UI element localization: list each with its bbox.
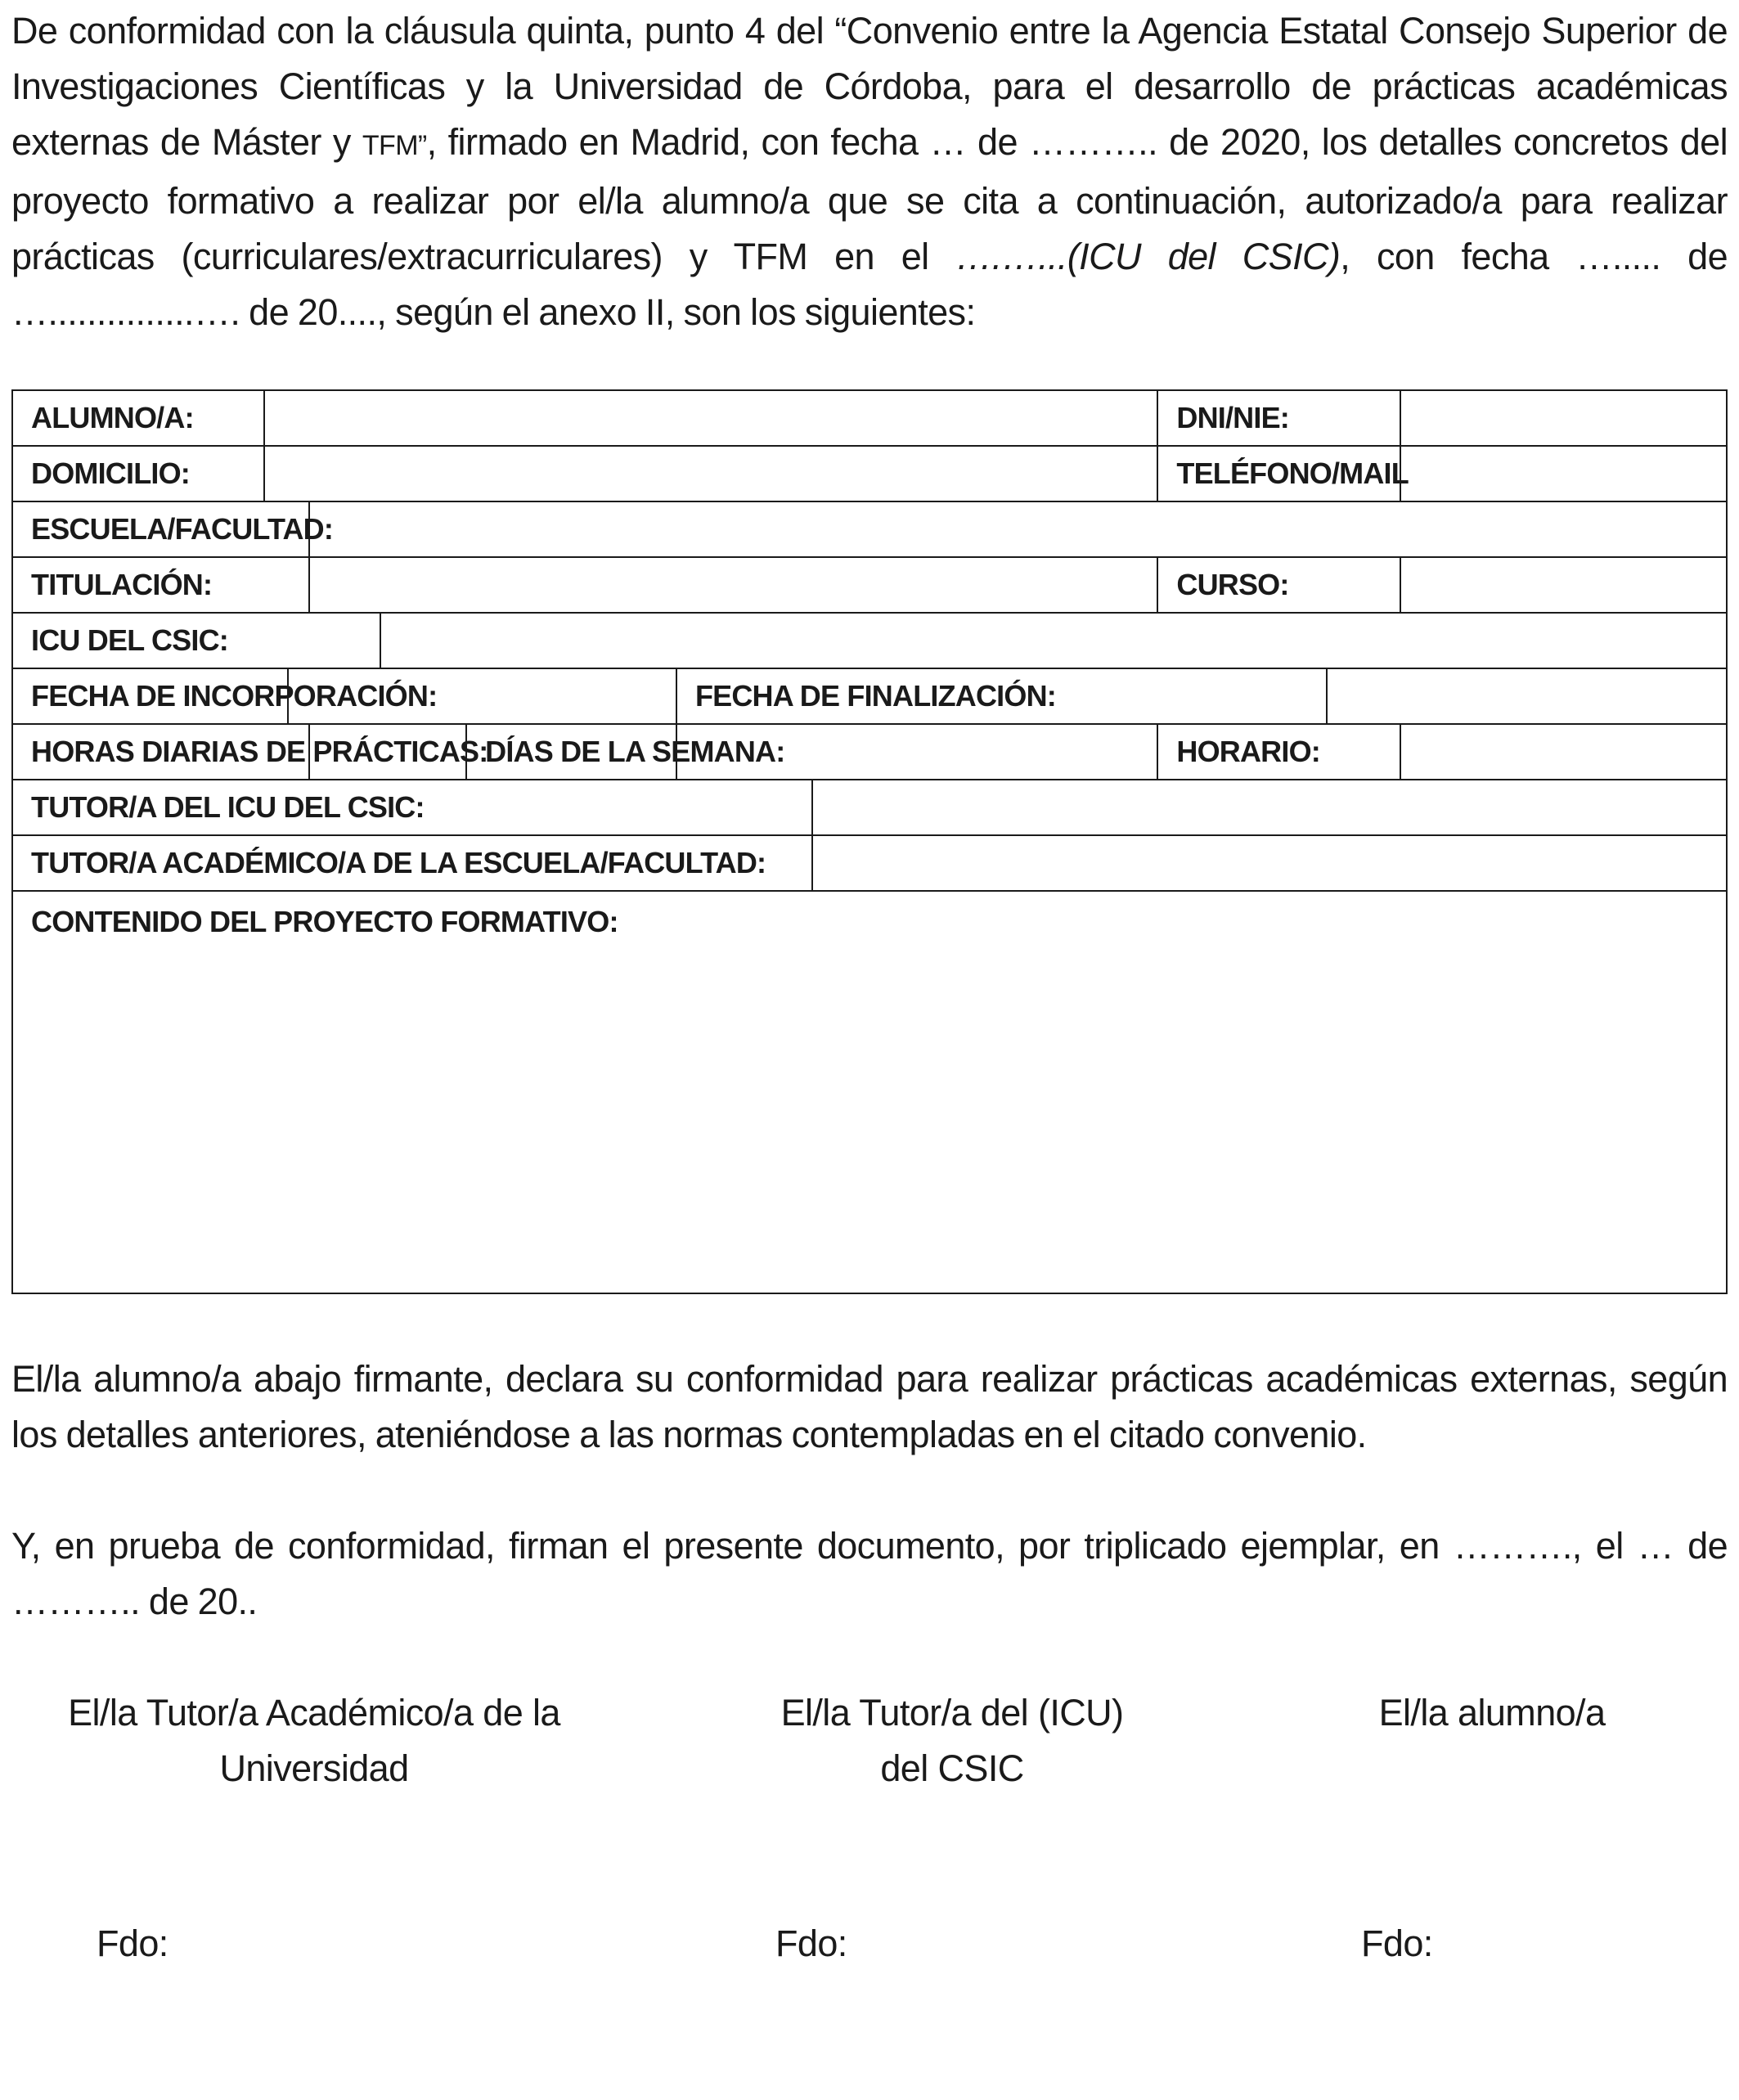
domicilio-label: DOMICILIO: [12, 446, 264, 501]
telefono-label: TELÉFONO/MAIL [1157, 446, 1400, 501]
curso-label: CURSO: [1157, 557, 1400, 613]
alumno-label: ALUMNO/A: [12, 390, 264, 446]
form-row-tutor-academico [12, 835, 1727, 891]
signature-alumno-line1: El/la alumno/a [1378, 1692, 1606, 1734]
signature-alumno [1304, 1685, 1680, 1741]
titulacion-label: TITULACIÓN: [12, 557, 309, 613]
intro-paragraph [11, 3, 1728, 340]
intro-text-3: , con fecha …..... de …...............…. de 20...., según el anexo II, son los siguientes: [11, 236, 1728, 333]
signature-tutor-academico-line2: Universidad [219, 1747, 409, 1789]
fdo-alumno: Fdo: [1361, 1922, 1433, 1964]
domicilio-field[interactable] [264, 446, 1158, 501]
form-row-tutor-icu [12, 780, 1727, 835]
signature-tutor-icu-line2: del CSIC [880, 1747, 1024, 1789]
form-row-titulacion [12, 557, 1727, 613]
tutor-academico-field[interactable] [812, 835, 1727, 891]
declaration-paragraph: El/la alumno/a abajo firmante, declara su conformidad para realizar prácticas académicas externas, según los detalles anteriores, ateniéndose a las normas contempladas en el citado convenio. [11, 1358, 1728, 1455]
escuela-label: ESCUELA/FACULTAD: [12, 501, 309, 557]
fdo-tutor-icu: Fdo: [775, 1922, 847, 1964]
fecha-incorporacion-label: FECHA DE INCORPORACIÓN: [12, 668, 288, 724]
form-row-alumno [12, 390, 1727, 446]
intro-text-2: , firmado en Madrid, con fecha … de ……….. de 2020, los detalles concretos del proyecto formativo a realizar por el/la alumno/a que se cita a continuación, autorizado/a para realizar prácticas (curriculares/extracurriculares) y TFM en el [11, 121, 1728, 277]
intro-text-1: De conformidad con la cláusula quinta, punto 4 del “Convenio entre la Agencia Estatal Consejo Superior de Investigaciones Científicas y la Universidad de Córdoba, para el desarrollo de prácticas académicas externas de Máster y [11, 10, 1728, 163]
horas-label: HORAS DIARIAS DE PRÁCTICAS: [12, 724, 309, 780]
fdo-tutor-academico: Fdo: [97, 1922, 169, 1964]
form-row-icu [12, 613, 1727, 668]
signature-tutor-academico [61, 1685, 568, 1796]
tutor-icu-label: TUTOR/A DEL ICU DEL CSIC: [12, 780, 812, 835]
curso-field[interactable] [1400, 557, 1727, 613]
fecha-finalizacion-field[interactable] [1327, 668, 1727, 724]
intro-icu: ….…...(ICU del CSIC) [955, 236, 1341, 277]
contenido-label: CONTENIDO DEL PROYECTO FORMATIVO: [31, 905, 618, 938]
icu-label: ICU DEL CSIC: [12, 613, 380, 668]
horario-label: HORARIO: [1157, 724, 1400, 780]
form-table [11, 389, 1728, 1294]
horario-field[interactable] [1400, 724, 1727, 780]
telefono-field[interactable] [1400, 446, 1727, 501]
signature-tutor-academico-line1: El/la Tutor/a Académico/a de la [68, 1692, 560, 1734]
form-row-domicilio [12, 446, 1727, 501]
dias-label: DÍAS DE LA SEMANA: [466, 724, 676, 780]
escuela-field[interactable] [309, 501, 1727, 557]
form-row-fechas [12, 668, 1727, 724]
titulacion-field[interactable] [309, 557, 1158, 613]
form-row-horas [12, 724, 1727, 780]
form-row-escuela [12, 501, 1727, 557]
form-row-contenido [12, 891, 1727, 1293]
signature-tutor-icu-line1: El/la Tutor/a del (ICU) [780, 1692, 1124, 1734]
dni-field[interactable] [1400, 390, 1727, 446]
intro-tfm: TFM” [362, 130, 427, 161]
fecha-finalizacion-label: FECHA DE FINALIZACIÓN: [676, 668, 1327, 724]
tutor-academico-label: TUTOR/A ACADÉMICO/A DE LA ESCUELA/FACULTAD: [12, 835, 812, 891]
closing-paragraph: Y, en prueba de conformidad, firman el presente documento, por triplicado ejemplar, en ………., el … de ……….. de 20.. [11, 1525, 1728, 1622]
icu-field[interactable] [380, 613, 1727, 668]
tutor-icu-field[interactable] [812, 780, 1727, 835]
signature-tutor-icu [715, 1685, 1189, 1796]
dni-label: DNI/NIE: [1157, 390, 1400, 446]
alumno-field[interactable] [264, 390, 1158, 446]
contenido-field[interactable] [12, 891, 1727, 1293]
